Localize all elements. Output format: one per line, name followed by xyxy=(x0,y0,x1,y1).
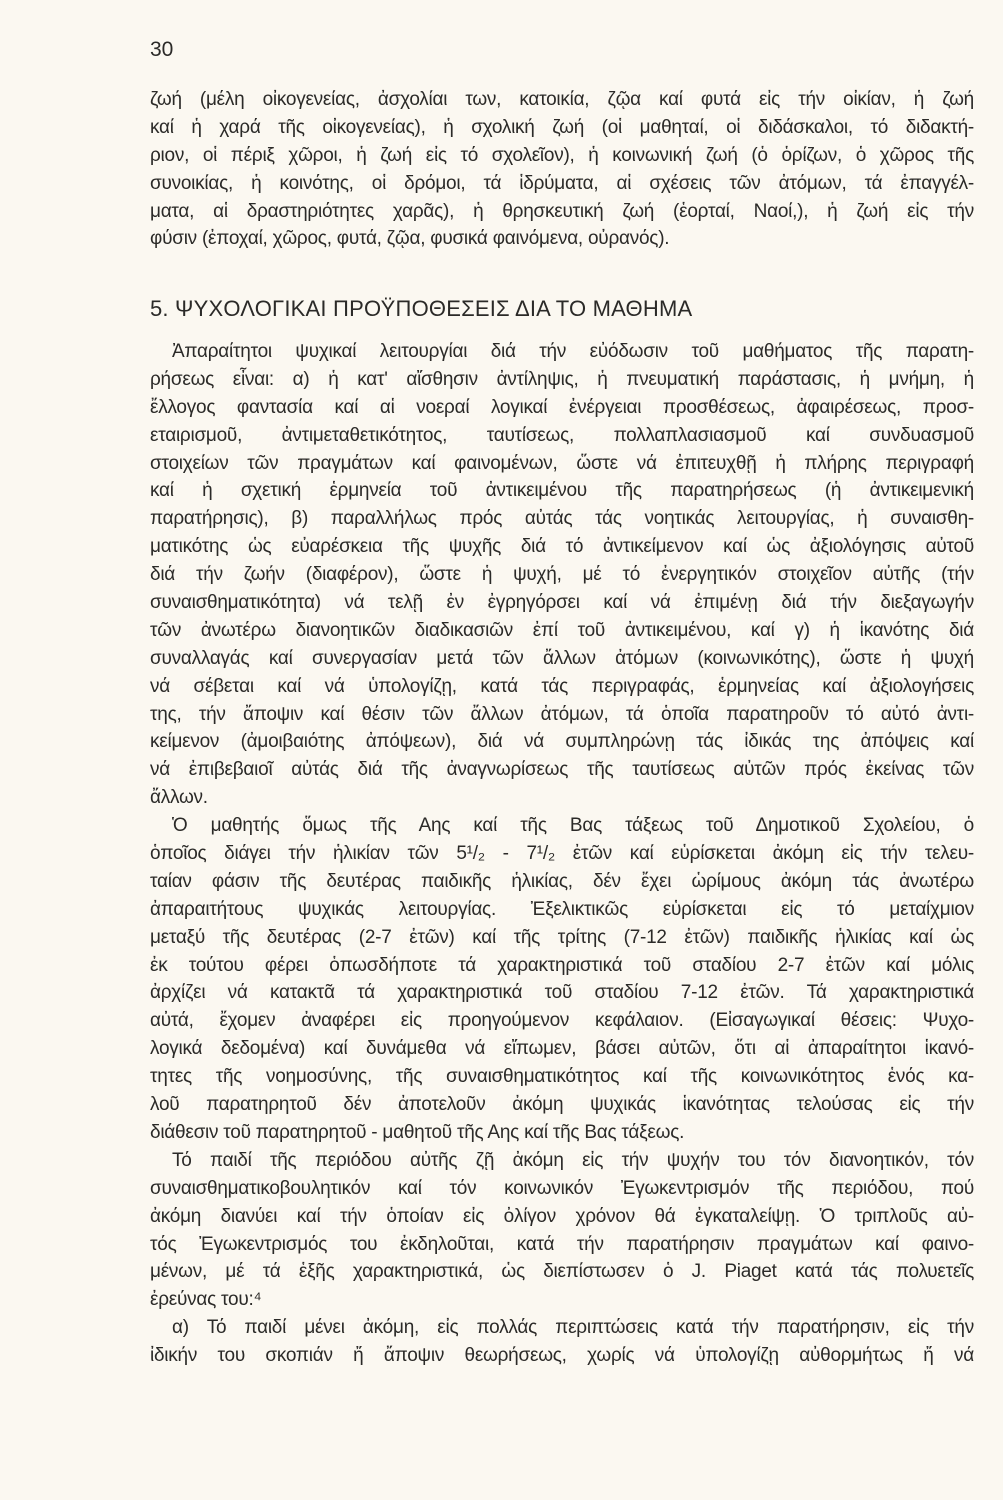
text-line: παρατήρησις), β) παραλλήλως πρός αὐτάς τάς νοητικάς λειτουργίας, ἡ συναισθη- xyxy=(150,508,974,530)
paragraph xyxy=(150,1314,974,1370)
text-line: ριον, οἱ πέριξ χῶροι, ἡ ζωή εἰς τό σχολεῖον), ἡ κοινωνική ζωή (ὁ ὁρίζων, ὁ χῶρος τῆς xyxy=(150,144,974,166)
text-line: ζωή (μέλη οἰκογενείας, ἀσχολίαι των, κατοικία, ζῷα καί φυτά εἰς τήν οἰκίαν, ἡ ζωή xyxy=(150,89,974,110)
text-line: ματα, αἱ δραστηριότητες χαρᾶς), ἡ θρησκευτική ζωή (ἑορταί, Ναοί,), ἡ ζωή εἰς τήν xyxy=(150,200,974,222)
text-line: ἀκόμη διανύει καί τήν ὁποίαν εἰς ὀλίγον χρόνον θά ἐγκαταλείψῃ. Ὁ τριπλοῦς αὐ- xyxy=(150,1205,974,1227)
text-line: ἐρεύνας του:⁴ xyxy=(150,1289,262,1311)
text-line: ἀπαραιτήτους ψυχικάς λειτουργίας. Ἐξελικτικῶς εὑρίσκεται εἰς τό μεταίχμιον xyxy=(150,898,974,920)
section-body xyxy=(150,338,974,1370)
paragraph xyxy=(150,812,974,1147)
text-line: λοῦ παρατηρητοῦ δέν ἀποτελοῦν ἀκόμη ψυχικάς ἱκανότητας τελούσας εἰς τήν xyxy=(150,1094,974,1116)
text-line: ματικότης ὡς εὐαρέσκεια τῆς ψυχῆς διά τό ἀντικείμενον καί ὡς ἀξιολόγησις αὐτοῦ xyxy=(150,536,974,558)
text-line: τός Ἐγωκεντρισμός του ἐκδηλοῦται, κατά τήν παρατήρησιν πραγμάτων καί φαινο- xyxy=(150,1233,974,1255)
text-line: στοιχείων τῶν πραγμάτων καί φαινομένων, ὥστε νά ἐπιτευχθῇ ἡ πλήρης περιγραφή xyxy=(150,452,974,474)
text-line: ἰδικήν του σκοπιάν ἤ ἄποψιν θεωρήσεως, χωρίς νά ὑπολογίζῃ αὐθορμήτως ἤ νά xyxy=(150,1345,974,1367)
text-line: μένων, μέ τά ἑξῆς χαρακτηριστικά, ὡς διεπίστωσεν ὁ J. Piaget κατά τάς πολυετεῖς xyxy=(150,1261,974,1283)
text-line: α) Τό παιδί μένει ἀκόμη, εἰς πολλάς περιπτώσεις κατά τήν παρατήρησιν, εἰς τήν xyxy=(172,1317,974,1339)
text-line: φύσιν (ἐποχαί, χῶρος, φυτά, ζῷα, φυσικά φαινόμενα, οὐρανός). xyxy=(150,228,670,250)
text-line: αὐτά, ἔχομεν ἀναφέρει εἰς προηγούμενον κεφάλαιον. (Εἰσαγωγικαί θέσεις: Ψυχο- xyxy=(150,1010,974,1032)
text-line: καί ἡ χαρά τῆς οἰκογενείας), ἡ σχολική ζωή (οἱ μαθηταί, οἱ διδάσκαλοι, τό διδακτή- xyxy=(150,116,974,138)
text-line: τητες τῆς νοημοσύνης, τῆς συναισθηματικότητος καί τῆς κοινωνικότητος ἑνός κα- xyxy=(150,1066,974,1088)
text-line: διά τήν ζωήν (διαφέρον), ὥστε ἡ ψυχή, μέ τό ἐνεργητικόν στοιχεῖον αὐτῆς (τήν xyxy=(150,564,974,586)
section-heading: 5. ΨΥΧΟΛΟΓΙΚΑΙ ΠΡΟΫΠΟΘΕΣΕΙΣ ΔΙΑ ΤΟ ΜΑΘΗΜΑ xyxy=(150,296,693,321)
intro-paragraph xyxy=(150,86,974,253)
text-line: της, τήν ἄποψιν καί θέσιν τῶν ἄλλων ἀτόμων, τά ὁποῖα παρατηροῦν τό αὐτό ἀντι- xyxy=(150,703,974,725)
text-line: ἄλλων. xyxy=(150,787,208,809)
text-line: Ἀπαραίτητοι ψυχικαί λειτουργίαι διά τήν εὐόδωσιν τοῦ μαθήματος τῆς παρατη- xyxy=(172,341,974,362)
text-line: νά ἐπιβεβαιοῖ αὐτάς διά τῆς ἀναγνωρίσεως τῆς ταυτίσεως αὐτῶν πρός ἐκείνας τῶν xyxy=(150,759,974,781)
text-line: μεταξύ τῆς δευτέρας (2-7 ἐτῶν) καί τῆς τρίτης (7-12 ἐτῶν) παιδικῆς ἡλικίας καί ὡς xyxy=(150,926,974,948)
text-line: ταίαν φάσιν τῆς δευτέρας παιδικῆς ἡλικίας, δέν ἔχει ὡρίμους ἀκόμη τάς ἀνωτέρω xyxy=(150,870,974,892)
text-line: ἐκ τούτου φέρει ὁπωσδήποτε τά χαρακτηριστικά τοῦ σταδίου 2-7 ἐτῶν καί μόλις xyxy=(150,954,974,976)
text-line: συναισθηματικοβουλητικόν καί τόν κοινωνικόν Ἐγωκεντρισμόν τῆς περιόδου, πού xyxy=(150,1177,974,1199)
text-line: λογικά δεδομένα) καί δυνάμεθα νά εἴπωμεν, βάσει αὐτῶν, ὅτι αἱ ἀπαραίτητοι ἱκανό- xyxy=(150,1038,974,1060)
text-line: ὁποῖος διάγει τήν ἡλικίαν τῶν 5¹/₂ - 7¹/₂ ἐτῶν καί εὑρίσκεται ἀκόμη εἰς τήν τελευ- xyxy=(150,843,974,865)
text-line: συναλλαγάς καί συνεργασίαν μετά τῶν ἄλλων ἀτόμων (κοινωνικότης), ὥστε ἡ ψυχή xyxy=(150,647,974,669)
text-line: ἔλλογος φαντασία καί αἱ νοεραί λογικαί ἐνέργειαι προσθέσεως, ἀφαιρέσεως, προσ- xyxy=(150,396,974,418)
text-line: τῶν ἀνωτέρω διανοητικῶν διαδικασιῶν ἐπί τοῦ ἀντικειμένου, καί γ) ἡ ἱκανότης διά xyxy=(150,619,974,641)
text-line: συνοικίας, ἡ κοινότης, οἱ δρόμοι, τά ἱδρύματα, αἱ σχέσεις τῶν ἀτόμων, τά ἐπαγγέλ- xyxy=(150,172,974,194)
text-line: Ὁ μαθητής ὅμως τῆς Αης καί τῆς Βας τάξεως τοῦ Δημοτικοῦ Σχολείου, ὁ xyxy=(172,815,974,837)
page-number: 30 xyxy=(150,38,174,61)
text-line: συναισθηματικότητα) νά τελῇ ἐν ἐγρηγόρσει καί νά ἐπιμένῃ διά τήν διεξαγωγήν xyxy=(150,592,974,614)
paragraph xyxy=(150,1147,974,1314)
text-line: καί ἡ σχετική ἑρμηνεία τοῦ ἀντικειμένου τῆς παρατηρήσεως (ἡ ἀντικειμενική xyxy=(150,480,974,502)
text-line: νά σέβεται καί νά ὑπολογίζῃ, κατά τάς περιγραφάς, ἑρμηνείας καί ἀξιολογήσεις xyxy=(150,675,974,697)
paragraph xyxy=(150,338,974,812)
text-line: ἀρχίζει νά κατακτᾶ τά χαρακτηριστικά τοῦ σταδίου 7-12 ἐτῶν. Τά χαρακτηριστικά xyxy=(150,982,974,1004)
text-line: κείμενον (ἀμοιβαιότης ἀπόψεων), διά νά συμπληρώνῃ τάς ἰδικάς της ἀπόψεις καί xyxy=(150,731,974,753)
text-line: Τό παιδί τῆς περιόδου αὐτῆς ζῇ ἀκόμη εἰς τήν ψυχήν του τόν διανοητικόν, τόν xyxy=(172,1149,974,1171)
text-line: εταιρισμοῦ, ἀντιμεταθετικότητος, ταυτίσεως, πολλαπλασιασμοῦ καί συνδυασμοῦ xyxy=(150,424,974,446)
text-line: ρήσεως εἶναι: α) ἡ κατ' αἴσθησιν ἀντίληψις, ἡ πνευματική παράστασις, ἡ μνήμη, ἡ xyxy=(150,368,974,390)
text-line: διάθεσιν τοῦ παρατηρητοῦ - μαθητοῦ τῆς Αης καί τῆς Βας τάξεως. xyxy=(150,1121,685,1143)
